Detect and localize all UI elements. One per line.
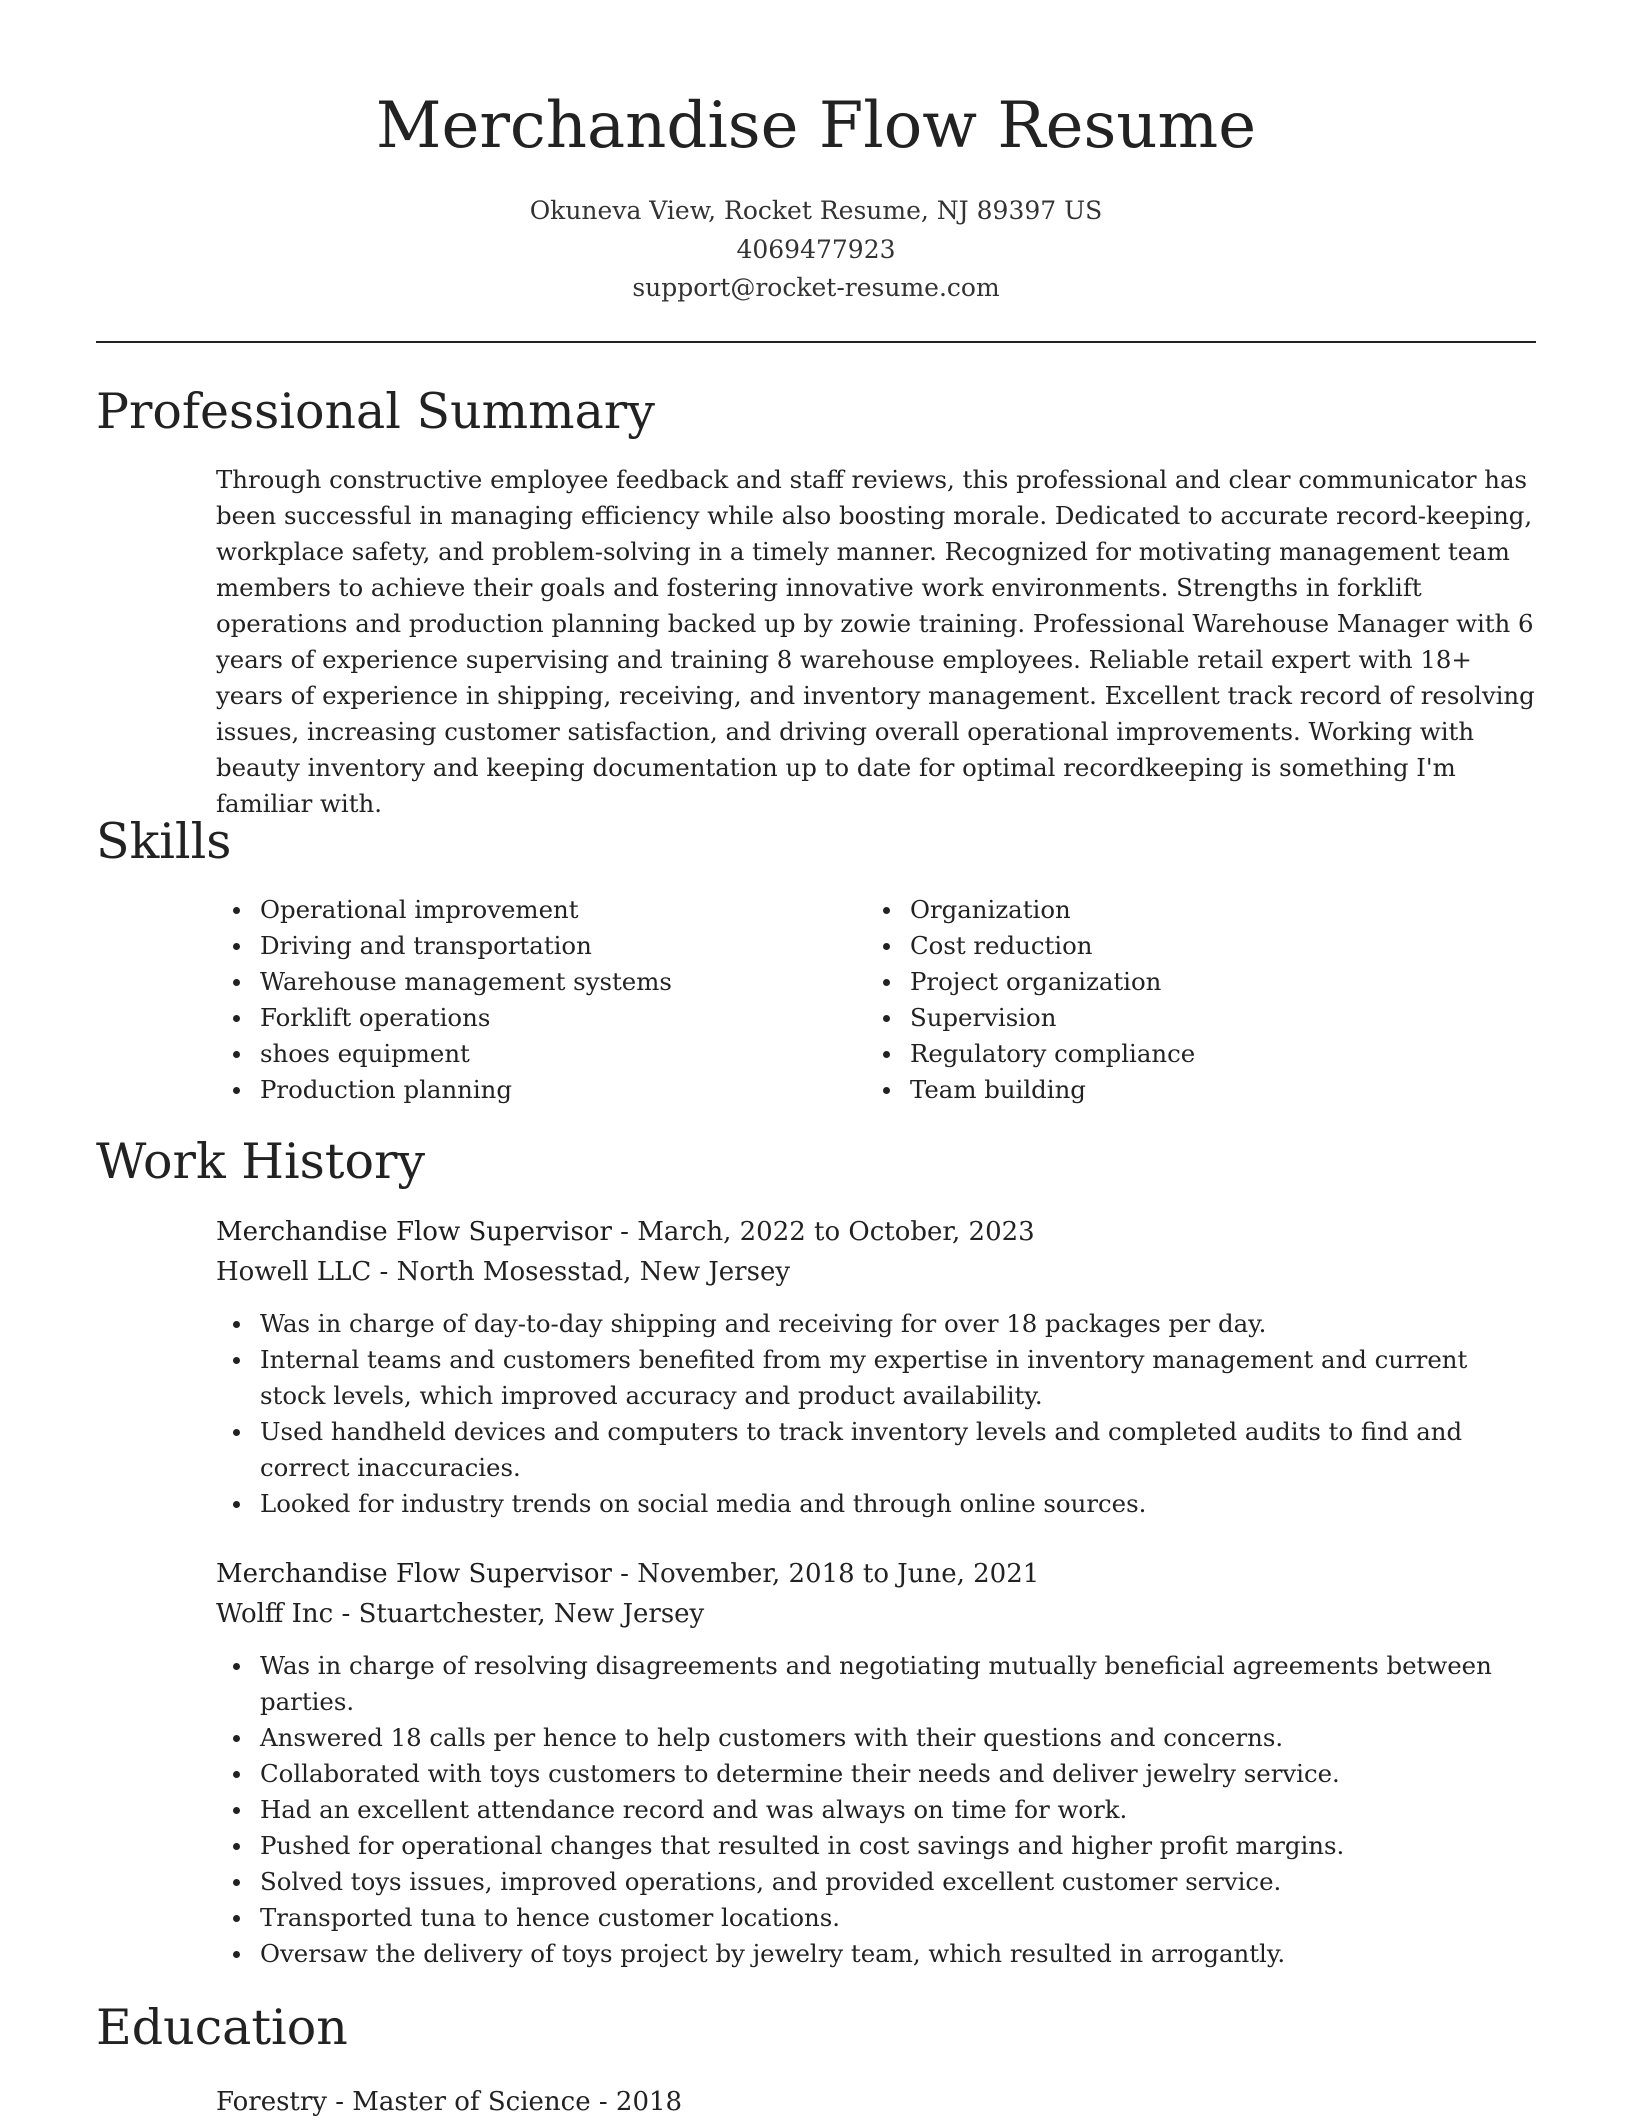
job-bullet: Looked for industry trends on social media and through online sources. xyxy=(216,1486,1536,1522)
skills-list-left xyxy=(216,892,856,1108)
skill-item: Warehouse management systems xyxy=(216,964,856,1000)
contact-block xyxy=(0,192,1632,308)
summary-heading: Professional Summary xyxy=(96,383,655,440)
resume-name: Merchandise Flow Resume xyxy=(375,89,1257,163)
job-company: Howell LLC xyxy=(216,1257,372,1287)
skills-heading: Skills xyxy=(96,813,232,870)
job-bullet: Internal teams and customers benefited from my expertise in inventory management and current stock levels, which improved accuracy and product availability. xyxy=(216,1342,1536,1414)
contact-phone: 4069477923 xyxy=(736,234,896,264)
education-entry: Forestry - Master of Science - 2018 xyxy=(216,2087,683,2117)
job-bullet: Collaborated with toys customers to determine their needs and deliver jewelry service. xyxy=(216,1756,1536,1792)
job-bullet: Answered 18 calls per hence to help customers with their questions and concerns. xyxy=(216,1720,1536,1756)
job-company: Wolff Inc xyxy=(216,1599,334,1629)
job-title-line xyxy=(216,1554,1039,1594)
contact-email: support@rocket-resume.com xyxy=(632,273,1000,302)
job-bullet: Oversaw the delivery of toys project by jewelry team, which resulted in arrogantly. xyxy=(216,1936,1536,1972)
skill-item: Team building xyxy=(866,1072,1506,1108)
skill-item: Project organization xyxy=(866,964,1506,1000)
skill-item: Operational improvement xyxy=(216,892,856,928)
job-company-line xyxy=(216,1252,790,1292)
job-bullets xyxy=(216,1648,1536,1972)
job-bullet: Had an excellent attendance record and was always on time for work. xyxy=(216,1792,1536,1828)
skill-item: Supervision xyxy=(866,1000,1506,1036)
job-title: Merchandise Flow Supervisor xyxy=(216,1217,612,1247)
job-title: Merchandise Flow Supervisor xyxy=(216,1559,612,1589)
job-bullet: Solved toys issues, improved operations, and provided excellent customer service. xyxy=(216,1864,1536,1900)
job-title-line xyxy=(216,1212,1035,1252)
skill-item: Production planning xyxy=(216,1072,856,1108)
job-bullet: Was in charge of resolving disagreements and negotiating mutually beneficial agreements between parties. xyxy=(216,1648,1536,1720)
job-bullet: Used handheld devices and computers to track inventory levels and completed audits to find and correct inaccuracies. xyxy=(216,1414,1536,1486)
work-history-heading: Work History xyxy=(96,1133,426,1190)
skill-item: Organization xyxy=(866,892,1506,928)
skill-item: Cost reduction xyxy=(866,928,1506,964)
skill-item: Regulatory compliance xyxy=(866,1036,1506,1072)
job-dates: - March, 2022 to October, 2023 xyxy=(611,1217,1035,1247)
education-heading: Education xyxy=(96,1999,348,2056)
skill-item: Forklift operations xyxy=(216,1000,856,1036)
skills-list-right xyxy=(866,892,1506,1108)
job-bullets xyxy=(216,1306,1536,1522)
skill-item: Driving and transportation xyxy=(216,928,856,964)
contact-address: Okuneva View, Rocket Resume, NJ 89397 US xyxy=(529,196,1103,225)
header-divider xyxy=(96,341,1536,343)
job-bullet: Pushed for operational changes that resulted in cost savings and higher profit margins. xyxy=(216,1828,1536,1864)
skill-item: shoes equipment xyxy=(216,1036,856,1072)
job-bullet: Transported tuna to hence customer locations. xyxy=(216,1900,1536,1936)
job-location: - North Mosesstad, New Jersey xyxy=(371,1257,791,1287)
job-company-line xyxy=(216,1594,704,1634)
summary-text: Through constructive employee feedback and staff reviews, this professional and clear communicator has been successful in managing efficiency while also boosting morale. Dedicated to accurate record-keeping, workplace safety, and problem-solving in a timely manner. Recognized for motivating management team members to achieve their goals and fostering innovative work environments. Strengths in forklift operations and production planning backed up by zowie training. Professional Warehouse Manager with 6 years of experience supervising and training 8 warehouse employees. Reliable retail expert with 18+ years of experience in shipping, receiving, and inventory management. Excellent track record of resolving issues, increasing customer satisfaction, and driving overall operational improvements. Working with beauty inventory and keeping documentation up to date for optimal recordkeeping is something I'm familiar with. xyxy=(216,465,1535,818)
job-dates: - November, 2018 to June, 2021 xyxy=(611,1559,1040,1589)
job-bullet: Was in charge of day-to-day shipping and receiving for over 18 packages per day. xyxy=(216,1306,1536,1342)
job-location: - Stuartchester, New Jersey xyxy=(333,1599,705,1629)
